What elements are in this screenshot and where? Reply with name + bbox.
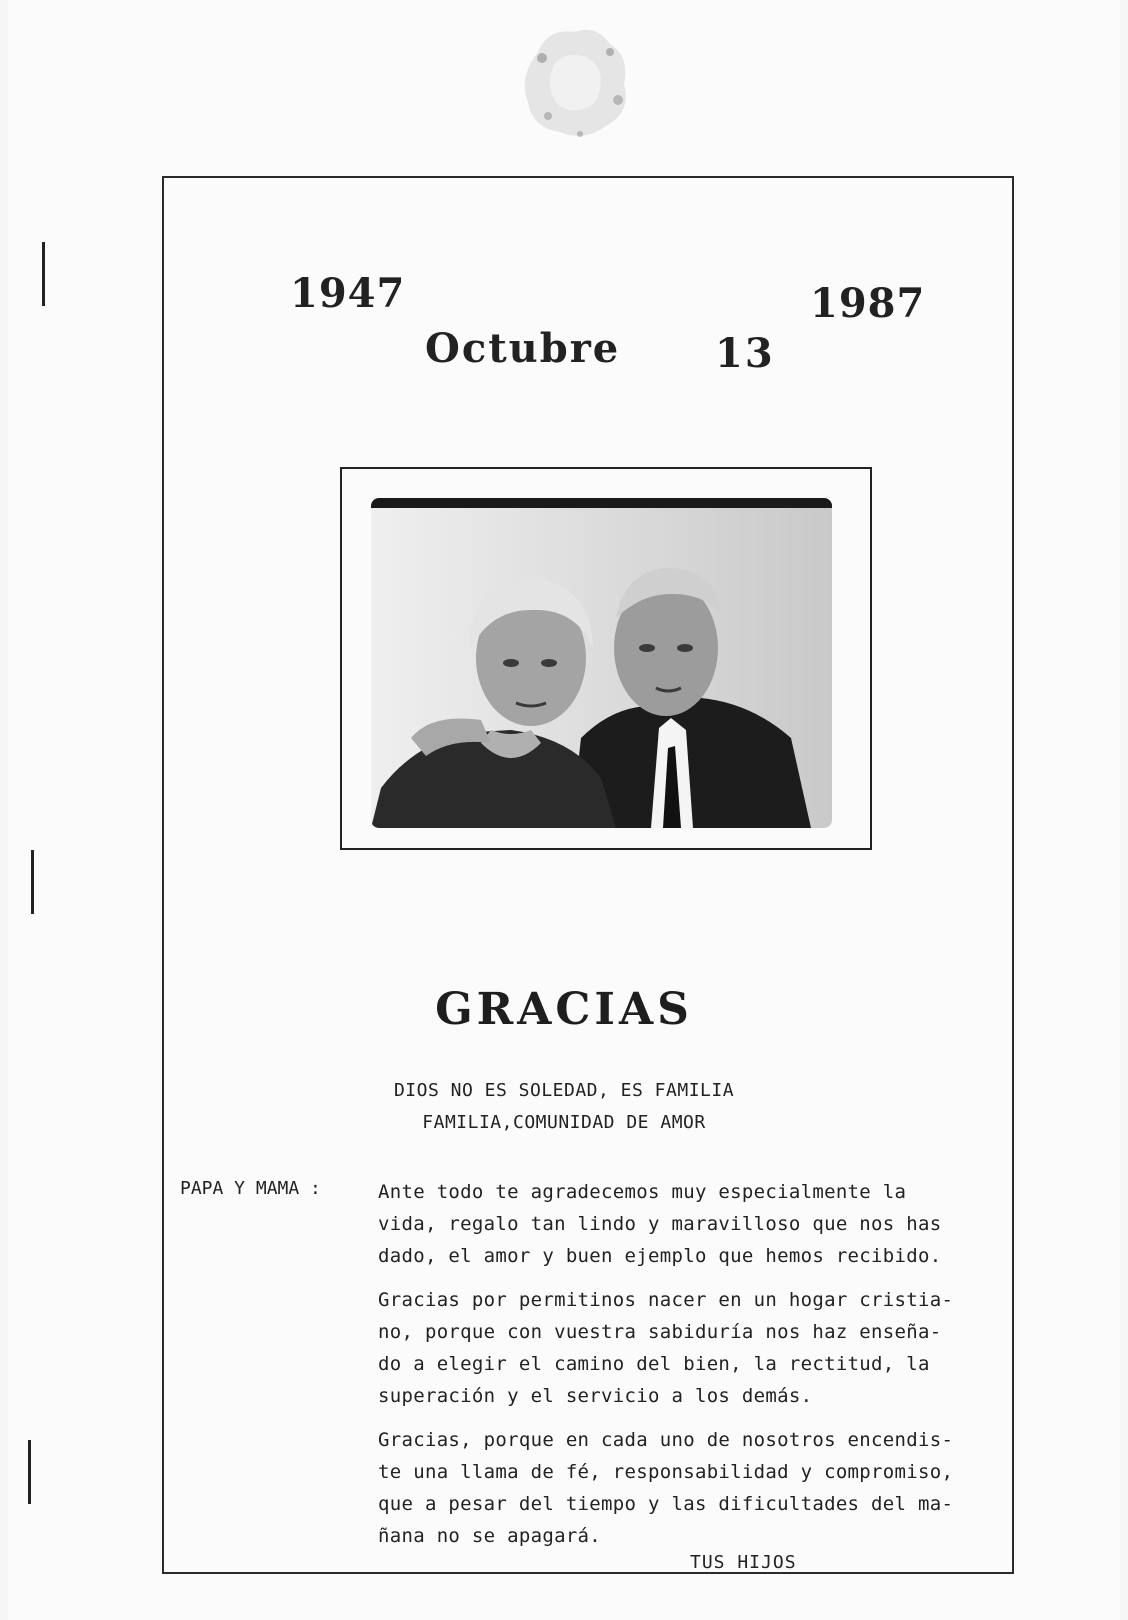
year-end: 1987	[810, 280, 926, 327]
paragraph-line: ñana no se apagará.	[378, 1525, 602, 1547]
paragraph-3	[378, 1424, 1018, 1552]
stain-mark	[518, 22, 633, 140]
paragraph-line: no, porque con vuestra sabiduría nos haz enseña-	[378, 1321, 942, 1343]
paragraph-1	[378, 1176, 1018, 1272]
paragraph-line: Gracias por permitinos nacer en un hogar cristia-	[378, 1289, 954, 1311]
motto-line-2: FAMILIA,COMUNIDAD DE AMOR	[422, 1112, 706, 1133]
motto-line-1: DIOS NO ES SOLEDAD, ES FAMILIA	[393, 1080, 735, 1101]
paragraph-line: superación y el servicio a los demás.	[378, 1385, 813, 1407]
date-month: Octubre	[425, 325, 621, 372]
couple-portrait-photo	[371, 498, 832, 828]
binder-mark-bottom	[28, 1440, 31, 1504]
binder-mark-top	[42, 242, 45, 306]
paragraph-line: Ante todo te agradecemos muy especialmente la	[378, 1181, 907, 1203]
year-start: 1947	[290, 270, 406, 317]
paragraph-2	[378, 1284, 1018, 1412]
addressee-label: PAPA Y MAMA :	[180, 1178, 321, 1199]
paragraph-line: vida, regalo tan lindo y maravilloso que nos has	[378, 1213, 942, 1235]
paragraph-line: te una llama de fé, responsabilidad y compromiso,	[378, 1461, 954, 1483]
paragraph-line: Gracias, porque en cada uno de nosotros encendis-	[378, 1429, 954, 1451]
signature: TUS HIJOS	[690, 1552, 797, 1573]
binder-mark-middle	[31, 850, 34, 914]
date-day: 13	[715, 330, 775, 377]
paragraph-line: dado, el amor y buen ejemplo que hemos recibido.	[378, 1245, 942, 1267]
title-gracias: GRACIAS	[435, 984, 693, 1035]
paragraph-line: do a elegir el camino del bien, la rectitud, la	[378, 1353, 930, 1375]
paragraph-line: que a pesar del tiempo y las dificultades del ma-	[378, 1493, 954, 1515]
